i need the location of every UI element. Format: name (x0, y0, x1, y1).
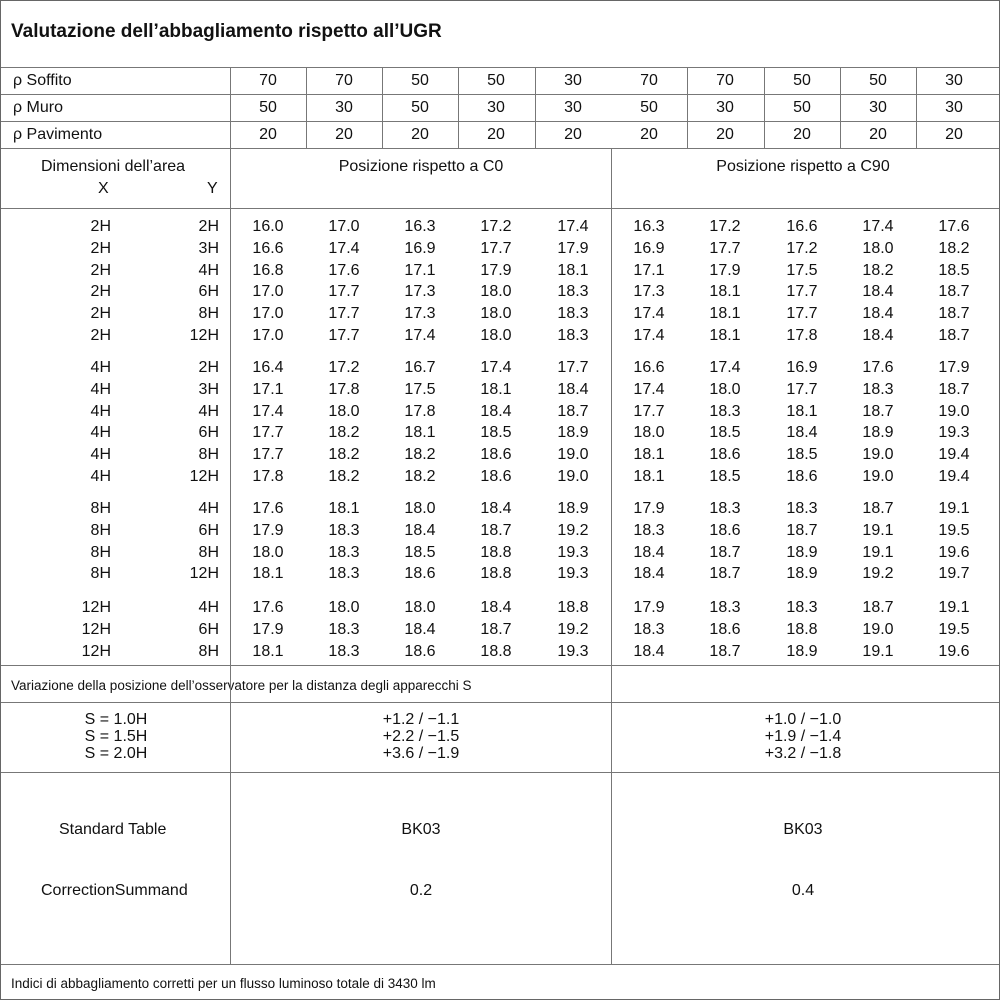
ugr-c0-value: 19.2 (557, 621, 589, 638)
ugr-c0-value: 18.6 (404, 643, 436, 660)
ugr-c0-value: 18.3 (328, 544, 360, 561)
spacing-c90-value: +3.2 / −1.8 (764, 745, 842, 762)
ugr-c90-value: 18.5 (709, 468, 741, 485)
ugr-c90-value: 19.4 (938, 446, 970, 463)
spacing-c0-value: +1.2 / −1.1 (382, 711, 460, 728)
ugr-c0-value: 17.1 (252, 381, 284, 398)
area-x-value: 8H (90, 500, 111, 517)
ugr-c90-value: 19.7 (938, 565, 970, 582)
ugr-c90-value: 18.3 (786, 599, 818, 616)
area-x-value: 2H (90, 240, 111, 257)
ugr-c0-value: 18.3 (328, 621, 360, 638)
spacing-c0-value: +3.6 / −1.9 (382, 745, 460, 762)
standard-table-c90: BK03 (783, 821, 823, 838)
divider-h-5 (1, 665, 999, 666)
ugr-c90-value: 19.6 (938, 643, 970, 660)
ugr-c0-value: 18.9 (557, 500, 589, 517)
ugr-c0-value: 17.8 (328, 381, 360, 398)
ugr-c90-value: 18.3 (786, 500, 818, 517)
ugr-c90-value: 19.2 (862, 565, 894, 582)
ugr-c0-value: 17.7 (328, 305, 360, 322)
ugr-c0-value: 18.0 (328, 403, 360, 420)
ugr-c90-value: 18.7 (938, 327, 970, 344)
ugr-c90-value: 16.6 (786, 218, 818, 235)
ugr-c90-value: 19.6 (938, 544, 970, 561)
ugr-c0-value: 17.9 (557, 240, 589, 257)
ugr-c90-value: 18.1 (709, 305, 741, 322)
area-x-value: 2H (90, 262, 111, 279)
ugr-c90-value: 18.1 (786, 403, 818, 420)
ugr-c90-value: 18.4 (633, 544, 665, 561)
area-y-value: 6H (198, 621, 219, 638)
ugr-c0-value: 17.3 (404, 305, 436, 322)
ugr-c0-value: 19.2 (557, 522, 589, 539)
ugr-c0-value: 18.0 (480, 283, 512, 300)
ugr-c90-value: 18.7 (709, 565, 741, 582)
area-y-value: 12H (189, 327, 219, 344)
reflectance-value: 20 (640, 126, 658, 143)
ugr-c0-value: 18.5 (480, 424, 512, 441)
ugr-c90-value: 17.7 (786, 283, 818, 300)
reflectance-label: ρ Muro (13, 99, 63, 116)
area-x-value: 8H (90, 565, 111, 582)
reflectance-value: 50 (793, 72, 811, 89)
page-title: Valutazione dell’abbagliamento rispetto all’UGR (11, 21, 442, 42)
ugr-c0-value: 18.1 (252, 565, 284, 582)
ugr-c0-value: 17.2 (480, 218, 512, 235)
ugr-c0-value: 17.5 (404, 381, 436, 398)
reflectance-value: 30 (716, 99, 734, 116)
ugr-c0-value: 19.3 (557, 565, 589, 582)
ugr-c0-value: 18.1 (480, 381, 512, 398)
area-y-value: 2H (198, 218, 219, 235)
ugr-c90-value: 18.7 (862, 403, 894, 420)
ugr-c90-value: 18.5 (709, 424, 741, 441)
ugr-c0-value: 16.3 (404, 218, 436, 235)
ugr-c0-value: 18.3 (557, 305, 589, 322)
reflectance-value: 50 (640, 99, 658, 116)
ugr-c90-value: 16.9 (786, 359, 818, 376)
divider-h-3 (1, 148, 999, 149)
ugr-c90-value: 18.3 (633, 522, 665, 539)
ugr-c0-value: 17.8 (252, 468, 284, 485)
ugr-c90-value: 18.2 (938, 240, 970, 257)
reflectance-value: 20 (869, 126, 887, 143)
area-y-value: 8H (198, 544, 219, 561)
reflectance-value: 70 (640, 72, 658, 89)
ugr-c90-value: 19.1 (862, 544, 894, 561)
reflectance-value: 70 (259, 72, 277, 89)
ugr-c0-value: 18.2 (328, 468, 360, 485)
ugr-c90-value: 19.1 (938, 599, 970, 616)
ugr-c0-value: 17.4 (252, 403, 284, 420)
reflectance-value: 20 (793, 126, 811, 143)
ugr-c90-value: 19.0 (862, 468, 894, 485)
ugr-c0-value: 17.6 (328, 262, 360, 279)
ugr-c0-value: 17.9 (252, 522, 284, 539)
standard-table-label: Standard Table (59, 821, 167, 838)
ugr-c90-value: 18.3 (633, 621, 665, 638)
ugr-c90-value: 19.1 (862, 643, 894, 660)
ugr-c90-value: 18.4 (862, 305, 894, 322)
ugr-c90-value: 17.2 (786, 240, 818, 257)
ugr-c0-value: 16.7 (404, 359, 436, 376)
ugr-c0-value: 17.2 (328, 359, 360, 376)
ugr-c90-value: 18.7 (862, 500, 894, 517)
ugr-c0-value: 17.0 (328, 218, 360, 235)
ugr-c90-value: 18.3 (709, 403, 741, 420)
ugr-c0-value: 18.7 (557, 403, 589, 420)
ugr-c90-value: 18.0 (862, 240, 894, 257)
area-y-value: 6H (198, 283, 219, 300)
ugr-c90-value: 17.2 (709, 218, 741, 235)
ugr-c0-value: 17.4 (328, 240, 360, 257)
reflectance-value: 20 (487, 126, 505, 143)
ugr-c0-value: 17.6 (252, 500, 284, 517)
divider-h-2 (1, 121, 999, 122)
ugr-c0-value: 19.0 (557, 468, 589, 485)
reflectance-value: 50 (869, 72, 887, 89)
reflectance-value: 50 (487, 72, 505, 89)
ugr-c90-value: 17.7 (709, 240, 741, 257)
area-y-value: 8H (198, 446, 219, 463)
ugr-c90-value: 18.7 (862, 599, 894, 616)
ugr-c90-value: 18.5 (938, 262, 970, 279)
spacing-label: S = 1.5H (84, 728, 148, 745)
ugr-c90-value: 18.7 (786, 522, 818, 539)
ugr-c90-value: 19.1 (862, 522, 894, 539)
ugr-c0-value: 17.4 (404, 327, 436, 344)
ugr-c0-value: 18.3 (557, 327, 589, 344)
area-y-value: 12H (189, 565, 219, 582)
ugr-c0-value: 17.7 (252, 424, 284, 441)
ugr-c0-value: 18.8 (480, 643, 512, 660)
ugr-c0-value: 18.4 (480, 500, 512, 517)
ugr-c90-value: 16.3 (633, 218, 665, 235)
area-x-value: 2H (90, 218, 111, 235)
area-x-value: 8H (90, 544, 111, 561)
divider-h-4 (1, 208, 999, 209)
ugr-c0-value: 17.1 (404, 262, 436, 279)
reflectance-value: 20 (564, 126, 582, 143)
ugr-c90-value: 18.1 (633, 468, 665, 485)
c0-header: Posizione rispetto a C0 (338, 158, 504, 175)
ugr-c0-value: 18.1 (328, 500, 360, 517)
ugr-c0-value: 17.0 (252, 305, 284, 322)
ugr-c0-value: 16.8 (252, 262, 284, 279)
area-x-value: 2H (90, 327, 111, 344)
ugr-c0-value: 17.6 (252, 599, 284, 616)
area-dimension-label: Dimensioni dell’area (41, 158, 186, 175)
area-x-value: 4H (90, 381, 111, 398)
ugr-c90-value: 18.9 (786, 544, 818, 561)
area-y-value: 4H (198, 599, 219, 616)
ugr-c90-value: 17.4 (862, 218, 894, 235)
ugr-c90-value: 18.4 (862, 283, 894, 300)
ugr-c0-value: 18.4 (557, 381, 589, 398)
ugr-c90-value: 19.3 (938, 424, 970, 441)
ugr-c0-value: 18.0 (480, 305, 512, 322)
ugr-c0-value: 18.0 (404, 500, 436, 517)
ugr-c90-value: 17.9 (633, 500, 665, 517)
ugr-c90-value: 18.7 (938, 283, 970, 300)
ugr-c0-value: 16.0 (252, 218, 284, 235)
area-x-value: 4H (90, 403, 111, 420)
area-x-value: 12H (81, 599, 111, 616)
ugr-c90-value: 18.3 (862, 381, 894, 398)
ugr-c90-value: 18.2 (862, 262, 894, 279)
ugr-c90-value: 18.6 (709, 621, 741, 638)
ugr-c0-value: 16.6 (252, 240, 284, 257)
ugr-c90-value: 17.4 (633, 305, 665, 322)
ugr-c90-value: 18.6 (786, 468, 818, 485)
ugr-c0-value: 17.7 (328, 327, 360, 344)
c90-header: Posizione rispetto a C90 (716, 158, 890, 175)
ugr-c0-value: 18.2 (328, 446, 360, 463)
reflectance-value: 50 (411, 99, 429, 116)
area-y-value: 4H (198, 500, 219, 517)
ugr-c0-value: 18.5 (404, 544, 436, 561)
divider-h-8 (1, 964, 999, 965)
ugr-c0-value: 18.1 (404, 424, 436, 441)
ugr-c90-value: 17.7 (786, 305, 818, 322)
x-label: X (98, 180, 109, 197)
ugr-c0-value: 19.3 (557, 643, 589, 660)
divider-h-0 (1, 67, 999, 68)
ugr-c90-value: 16.6 (633, 359, 665, 376)
reflectance-value: 50 (259, 99, 277, 116)
ugr-c90-value: 19.0 (862, 621, 894, 638)
reflectance-value: 30 (564, 99, 582, 116)
ugr-c90-value: 17.8 (786, 327, 818, 344)
reflectance-value: 20 (411, 126, 429, 143)
ugr-c0-value: 18.7 (480, 621, 512, 638)
ugr-c0-value: 19.3 (557, 544, 589, 561)
reflectance-value: 70 (716, 72, 734, 89)
ugr-c90-value: 17.9 (938, 359, 970, 376)
ugr-c0-value: 17.4 (480, 359, 512, 376)
ugr-c0-value: 17.7 (328, 283, 360, 300)
ugr-c90-value: 18.5 (786, 446, 818, 463)
ugr-c0-value: 18.4 (480, 403, 512, 420)
ugr-c0-value: 17.9 (252, 621, 284, 638)
reflectance-value: 30 (335, 99, 353, 116)
spacing-label: S = 1.0H (84, 711, 148, 728)
standard-table-c0: BK03 (401, 821, 441, 838)
ugr-c0-value: 17.9 (480, 262, 512, 279)
reflectance-value: 30 (869, 99, 887, 116)
ugr-c90-value: 18.7 (709, 643, 741, 660)
spacing-c90-value: +1.9 / −1.4 (764, 728, 842, 745)
ugr-c90-value: 17.9 (633, 599, 665, 616)
ugr-c0-value: 18.6 (404, 565, 436, 582)
ugr-c90-value: 17.4 (633, 327, 665, 344)
ugr-c90-value: 18.1 (633, 446, 665, 463)
ugr-c0-value: 17.4 (557, 218, 589, 235)
ugr-c90-value: 19.5 (938, 621, 970, 638)
ugr-c90-value: 18.4 (862, 327, 894, 344)
ugr-c90-value: 18.6 (709, 522, 741, 539)
spacing-c0-value: +2.2 / −1.5 (382, 728, 460, 745)
ugr-c90-value: 17.9 (709, 262, 741, 279)
area-y-value: 8H (198, 643, 219, 660)
area-x-value: 2H (90, 305, 111, 322)
ugr-c90-value: 17.1 (633, 262, 665, 279)
ugr-c90-value: 19.0 (938, 403, 970, 420)
divider-h-1 (1, 94, 999, 95)
area-x-value: 4H (90, 424, 111, 441)
reflectance-value: 20 (335, 126, 353, 143)
area-x-value: 2H (90, 283, 111, 300)
ugr-c90-value: 18.3 (709, 500, 741, 517)
ugr-c0-value: 17.3 (404, 283, 436, 300)
ugr-c90-value: 16.9 (633, 240, 665, 257)
ugr-c0-value: 18.4 (480, 599, 512, 616)
reflectance-value: 70 (335, 72, 353, 89)
ugr-c0-value: 18.4 (404, 522, 436, 539)
footer-note: Indici di abbagliamento corretti per un flusso luminoso totale di 3430 lm (11, 976, 436, 991)
ugr-c90-value: 18.9 (786, 643, 818, 660)
ugr-c90-value: 19.1 (938, 500, 970, 517)
ugr-c0-value: 17.0 (252, 327, 284, 344)
correction-summand-label: CorrectionSummand (41, 882, 188, 899)
ugr-c0-value: 18.3 (328, 565, 360, 582)
area-y-value: 12H (189, 468, 219, 485)
ugr-c0-value: 19.0 (557, 446, 589, 463)
variation-title: Variazione della posizione dell’osservatore per la distanza degli apparecchi S (11, 678, 472, 693)
area-x-value: 12H (81, 621, 111, 638)
ugr-c0-value: 18.6 (480, 446, 512, 463)
ugr-c90-value: 18.3 (709, 599, 741, 616)
ugr-c90-value: 17.6 (862, 359, 894, 376)
area-y-value: 4H (198, 262, 219, 279)
ugr-c0-value: 18.4 (404, 621, 436, 638)
ugr-c0-value: 16.4 (252, 359, 284, 376)
ugr-c90-value: 19.5 (938, 522, 970, 539)
ugr-c90-value: 18.8 (786, 621, 818, 638)
area-y-value: 6H (198, 522, 219, 539)
area-x-value: 4H (90, 359, 111, 376)
reflectance-label: ρ Pavimento (13, 126, 103, 143)
ugr-c0-value: 18.0 (404, 599, 436, 616)
ugr-c0-value: 18.1 (557, 262, 589, 279)
ugr-c0-value: 18.1 (252, 643, 284, 660)
correction-summand-c90: 0.4 (791, 882, 815, 899)
ugr-c0-value: 17.0 (252, 283, 284, 300)
ugr-c0-value: 16.9 (404, 240, 436, 257)
ugr-c90-value: 18.0 (633, 424, 665, 441)
area-y-value: 2H (198, 359, 219, 376)
ugr-c90-value: 17.5 (786, 262, 818, 279)
area-x-value: 12H (81, 643, 111, 660)
ugr-c90-value: 19.0 (862, 446, 894, 463)
ugr-c90-value: 19.4 (938, 468, 970, 485)
ugr-c90-value: 18.0 (709, 381, 741, 398)
ugr-c0-value: 18.9 (557, 424, 589, 441)
ugr-c90-value: 18.4 (633, 643, 665, 660)
area-y-value: 4H (198, 403, 219, 420)
ugr-c90-value: 18.4 (633, 565, 665, 582)
ugr-c0-value: 18.0 (252, 544, 284, 561)
area-x-value: 4H (90, 468, 111, 485)
ugr-c0-value: 17.8 (404, 403, 436, 420)
divider-h-7 (1, 772, 999, 773)
ugr-c0-value: 18.2 (328, 424, 360, 441)
ugr-c0-value: 18.7 (480, 522, 512, 539)
ugr-c0-value: 18.0 (480, 327, 512, 344)
ugr-c90-value: 17.4 (709, 359, 741, 376)
area-x-value: 8H (90, 522, 111, 539)
ugr-c0-value: 17.7 (480, 240, 512, 257)
reflectance-value: 30 (487, 99, 505, 116)
ugr-c0-value: 17.7 (252, 446, 284, 463)
ugr-c90-value: 17.7 (633, 403, 665, 420)
ugr-c0-value: 18.8 (557, 599, 589, 616)
ugr-c0-value: 18.2 (404, 446, 436, 463)
ugr-c90-value: 18.7 (938, 305, 970, 322)
spacing-c90-value: +1.0 / −1.0 (764, 711, 842, 728)
reflectance-value: 50 (411, 72, 429, 89)
y-label: Y (207, 180, 218, 197)
area-y-value: 8H (198, 305, 219, 322)
reflectance-value: 30 (945, 99, 963, 116)
ugr-c90-value: 18.9 (862, 424, 894, 441)
ugr-c0-value: 18.8 (480, 565, 512, 582)
correction-summand-c0: 0.2 (409, 882, 433, 899)
ugr-c0-value: 18.0 (328, 599, 360, 616)
reflectance-label: ρ Soffito (13, 72, 72, 89)
reflectance-value: 20 (259, 126, 277, 143)
area-y-value: 3H (198, 381, 219, 398)
ugr-c0-value: 18.8 (480, 544, 512, 561)
ugr-c90-value: 18.1 (709, 283, 741, 300)
area-y-value: 3H (198, 240, 219, 257)
ugr-c90-value: 18.1 (709, 327, 741, 344)
ugr-c90-value: 17.6 (938, 218, 970, 235)
ugr-c0-value: 17.7 (557, 359, 589, 376)
reflectance-value: 30 (945, 72, 963, 89)
reflectance-value: 50 (793, 99, 811, 116)
area-y-value: 6H (198, 424, 219, 441)
ugr-c90-value: 17.7 (786, 381, 818, 398)
ugr-c90-value: 18.7 (709, 544, 741, 561)
ugr-c0-value: 18.2 (404, 468, 436, 485)
ugr-c0-value: 18.3 (328, 522, 360, 539)
ugr-c90-value: 17.3 (633, 283, 665, 300)
ugr-c90-value: 17.4 (633, 381, 665, 398)
reflectance-value: 30 (564, 72, 582, 89)
ugr-c90-value: 18.7 (938, 381, 970, 398)
area-x-value: 4H (90, 446, 111, 463)
spacing-label: S = 2.0H (84, 745, 148, 762)
ugr-c90-value: 18.6 (709, 446, 741, 463)
reflectance-value: 20 (716, 126, 734, 143)
reflectance-value: 20 (945, 126, 963, 143)
ugr-c0-value: 18.6 (480, 468, 512, 485)
ugr-c90-value: 18.4 (786, 424, 818, 441)
divider-h-6 (1, 702, 999, 703)
ugr-c90-value: 18.9 (786, 565, 818, 582)
ugr-c0-value: 18.3 (557, 283, 589, 300)
ugr-c0-value: 18.3 (328, 643, 360, 660)
